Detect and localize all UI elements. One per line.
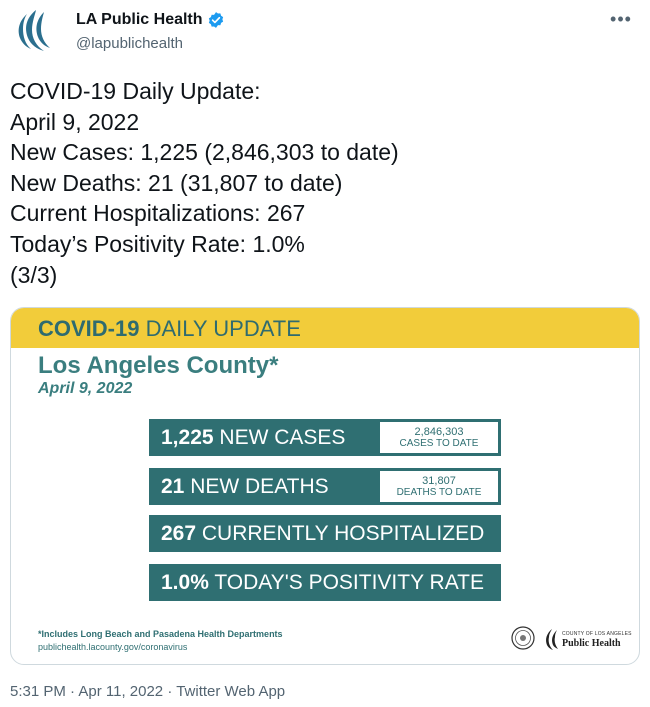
tweet-text: [10, 76, 630, 290]
stat-new-deaths: 21 NEW DEATHS 31,807 DEATHS TO DATE: [149, 468, 501, 505]
public-health-logo: [543, 627, 632, 651]
tweet-line: COVID-19 Daily Update:: [10, 78, 261, 104]
author-handle[interactable]: @lapublichealth: [76, 35, 183, 52]
author-name[interactable]: [76, 11, 225, 29]
avatar[interactable]: [12, 8, 56, 52]
deaths-to-date-box: 31,807 DEATHS TO DATE: [380, 471, 498, 502]
source-url: publichealth.lacounty.gov/coronavirus: [38, 642, 188, 652]
tweet-line: April 9, 2022: [10, 108, 140, 135]
verified-badge-icon: [207, 11, 225, 29]
logo-big-text: Public Health: [562, 638, 621, 649]
stat-hospitalized: 267 CURRENTLY HOSPITALIZED: [149, 515, 501, 552]
tweet-header: [0, 0, 650, 70]
public-health-mark-icon: [543, 628, 559, 650]
author-name-text: LA Public Health: [76, 11, 203, 28]
tweet-line: Current Hospitalizations: 267: [10, 200, 306, 227]
cases-to-date-box: 2,846,303 CASES TO DATE: [380, 422, 498, 453]
tweet-line: Today’s Positivity Rate: 1.0%: [10, 230, 305, 257]
stat-positivity-rate: 1.0% TODAY'S POSITIVITY RATE: [149, 564, 501, 601]
tweet-line: (3/3): [10, 261, 58, 288]
media-image-card[interactable]: [10, 307, 640, 665]
county-title: Los Angeles County*: [38, 352, 279, 379]
tweet-line: New Cases: 1,225 (2,846,303 to date): [10, 139, 399, 166]
card-header-title: COVID-19 DAILY UPDATE: [38, 316, 301, 341]
tweet-line: New Deaths: 21 (31,807 to date): [10, 169, 343, 196]
la-public-health-logo-icon: [14, 8, 54, 52]
more-options-icon[interactable]: •••: [610, 8, 632, 29]
logo-small-text: COUNTY OF LOS ANGELES: [562, 631, 632, 637]
stat-new-cases: 1,225 NEW CASES 2,846,303 CASES TO DATE: [149, 419, 501, 456]
county-seal-icon: [511, 626, 535, 650]
card-header-band: [11, 308, 639, 348]
tweet-timestamp[interactable]: 5:31 PM · Apr 11, 2022 · Twitter Web App: [10, 683, 286, 700]
report-date: April 9, 2022: [38, 380, 133, 397]
footnote: *Includes Long Beach and Pasadena Health Departments: [38, 629, 283, 639]
